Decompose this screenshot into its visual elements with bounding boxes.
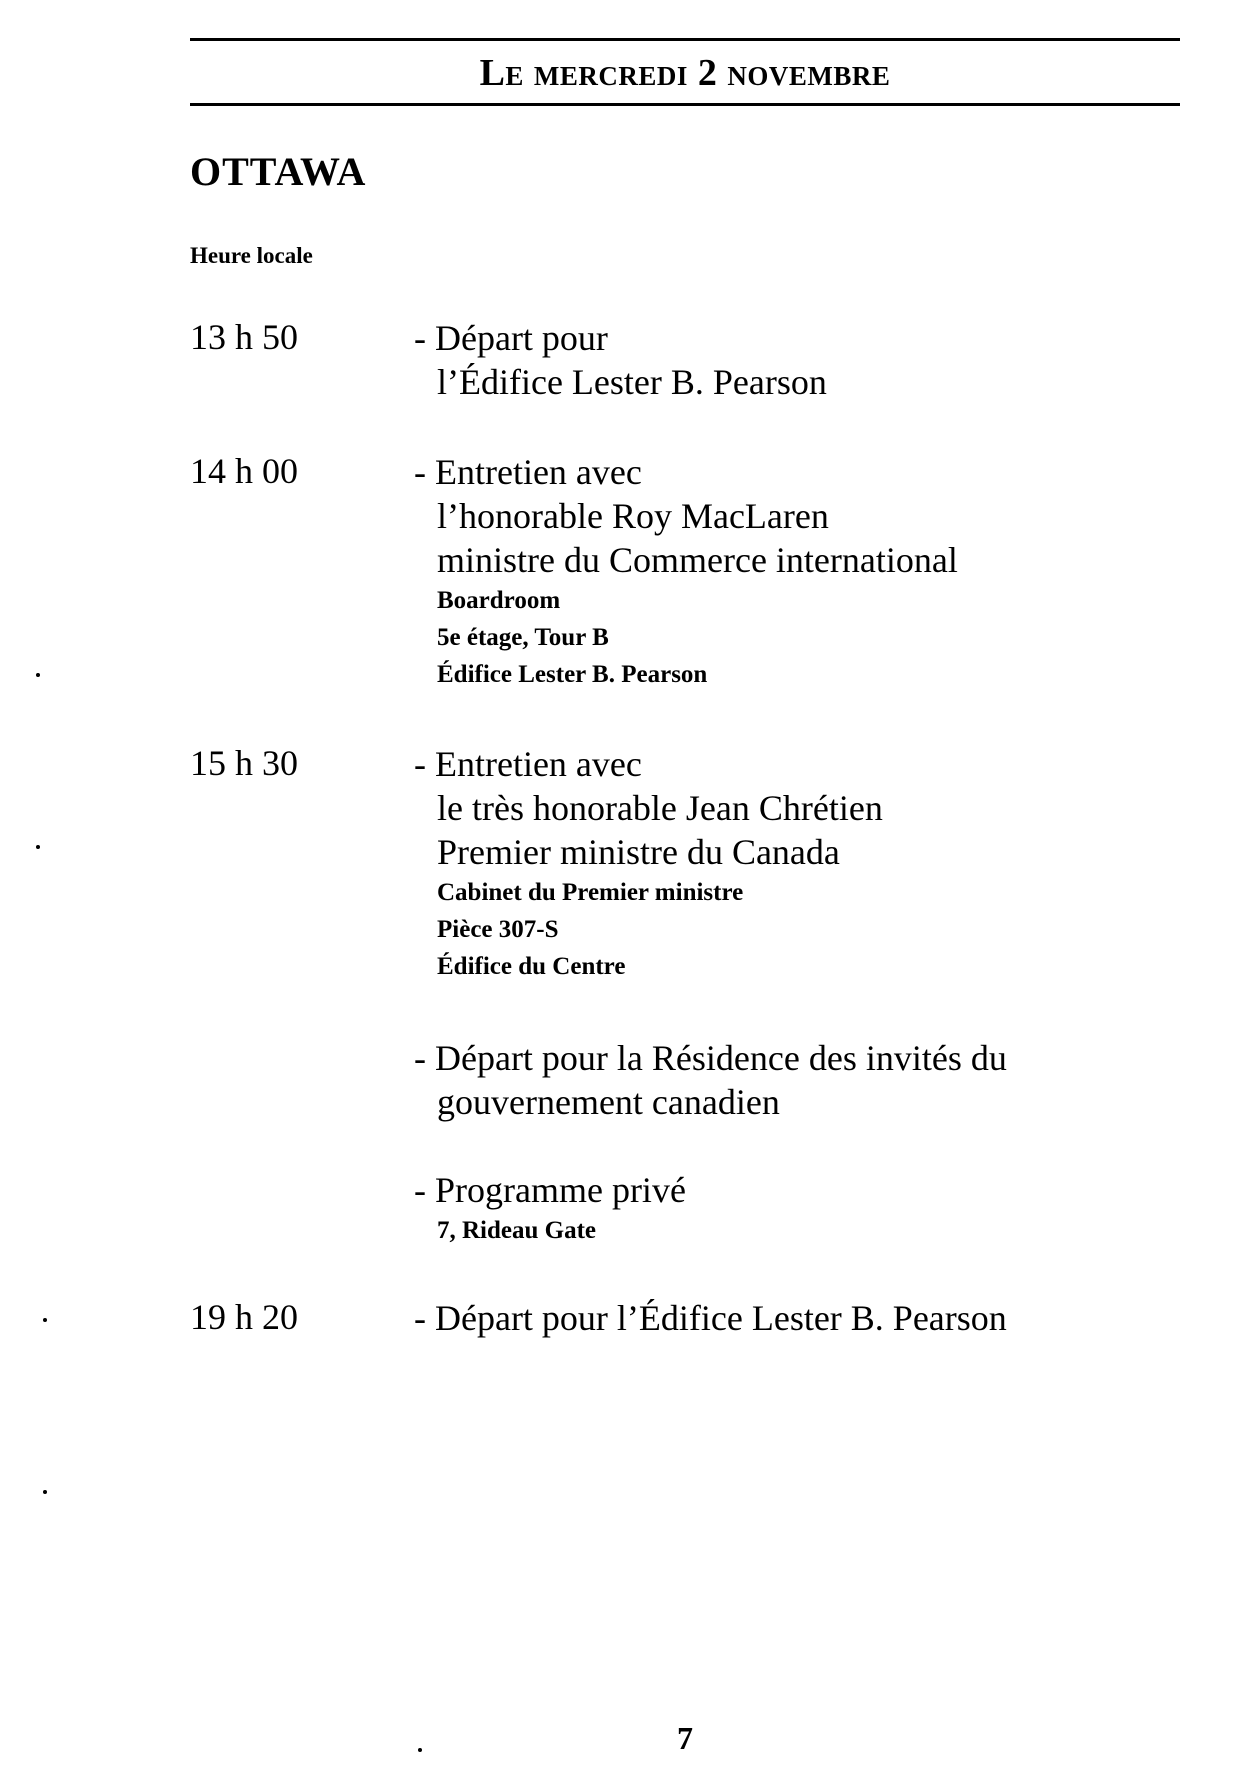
entry-line: l’honorable Roy MacLaren <box>437 496 829 536</box>
entry-line: ministre du Commerce international <box>437 540 958 580</box>
location-detail: Pièce 307-S <box>437 916 559 943</box>
entry-line: l’Édifice Lester B. Pearson <box>437 362 827 402</box>
header-title: Le mercredi 2 novembre <box>479 52 891 94</box>
entry-line: - Programme privé <box>414 1170 686 1210</box>
location-detail: Cabinet du Premier ministre <box>437 879 744 906</box>
timezone-label: Heure locale <box>190 243 313 268</box>
entry-line: - Départ pour la Résidence des invités du <box>414 1038 1007 1078</box>
schedule-entry <box>414 450 1174 693</box>
entry-line: - Départ pour l’Édifice Lester B. Pearson <box>414 1298 1007 1338</box>
page-number: 7 <box>677 1720 693 1756</box>
location-detail: Édifice Lester B. Pearson <box>437 661 708 688</box>
margin-dot <box>36 673 40 677</box>
schedule-time: 13 h 50 <box>190 317 298 357</box>
margin-dot <box>43 1318 47 1322</box>
city-heading: OTTAWA <box>190 149 367 194</box>
entry-line: gouvernement canadien <box>437 1082 780 1122</box>
schedule-entry <box>414 316 1174 404</box>
schedule-time: 19 h 20 <box>190 1297 298 1337</box>
page-header <box>190 38 1180 106</box>
location-detail: 7, Rideau Gate <box>437 1217 597 1244</box>
entry-line: - Entretien avec <box>414 744 642 784</box>
location-detail: 5e étage, Tour B <box>437 624 609 651</box>
margin-dot <box>43 1490 47 1494</box>
entry-line: Premier ministre du Canada <box>437 832 840 872</box>
schedule-entry <box>414 742 1174 985</box>
entry-line: - Entretien avec <box>414 452 642 492</box>
schedule-entry <box>414 1036 1174 1124</box>
schedule-time: 14 h 00 <box>190 451 298 491</box>
location-detail: Édifice du Centre <box>437 953 626 980</box>
schedule-time: 15 h 30 <box>190 743 298 783</box>
schedule-entry <box>414 1296 1174 1340</box>
entry-line: - Départ pour <box>414 318 608 358</box>
schedule-entry <box>414 1168 1174 1249</box>
location-detail: Boardroom <box>437 587 561 614</box>
margin-dot <box>36 845 40 849</box>
margin-dot <box>418 1748 422 1752</box>
entry-line: le très honorable Jean Chrétien <box>437 788 883 828</box>
